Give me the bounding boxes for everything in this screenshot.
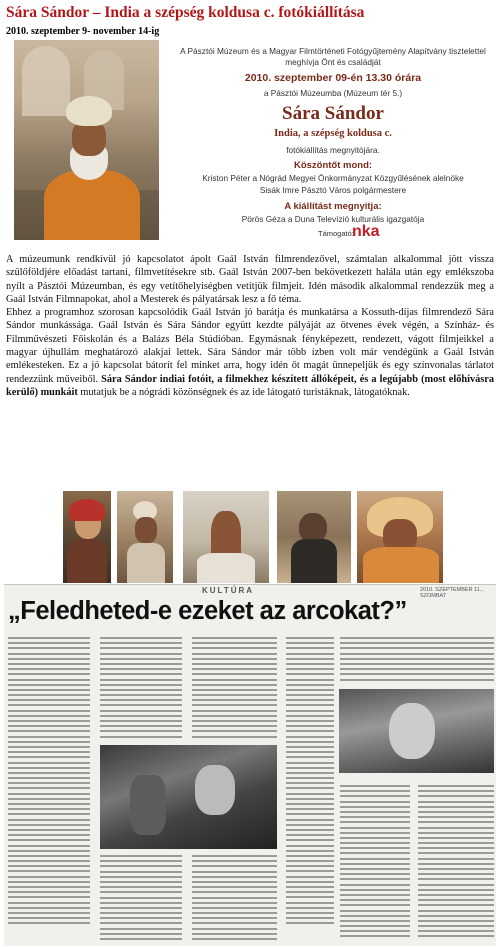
paragraph-2-text: Ehhez a programhoz szorosan kapcsolódik Gaál István jó barátja és munkatársa a Kossuth-díjas filmrendező Sára Sándor munkássága. Gaál István és Sára Sándor együtt kezdte pályáját az ötvenes évek végén, a Színház- és Filmművészeti Főiskolán és a Balázs Béla Stúdióban. Egymásnak fényképezett, rendezett, vágott filmjeikkel a magyar újhullám meghatározó alakjai lettek. Sára Sándor már több ízben volt már vendégünk a Gaál István emlékesteken. Ez a jó kapcsolat bátorít fel minket arra, hogy idén őt magát ünnepeljük és egy színvonalas tárlatot rendezzünk műveiből. <box>6 307 494 385</box>
clipping-film-still-photo <box>100 745 277 849</box>
artist-name: Sára Sándor <box>282 103 384 124</box>
invitation-intro: A Pásztói Múzeum és a Magyar Filmtörténeti Fotógyűjtemény Alapítvány tisztelettel meghívja Önt és családját <box>180 46 486 67</box>
clipping-rubric: KULTÚRA <box>202 586 255 595</box>
greeting-heading: Köszöntőt mond: <box>293 160 373 171</box>
clipping-column-2b <box>100 855 182 943</box>
paragraph-2 <box>6 306 494 399</box>
page-title: Sára Sándor – India a szépség koldusa c. fotókiállítása <box>6 4 365 21</box>
clipping-column-6 <box>418 785 494 941</box>
photo-praying-man <box>117 491 173 583</box>
clipping-portrait-photo <box>339 689 494 773</box>
greeting-speaker-1: Kriston Péter a Nógrád Megyei Önkormányzat Közgyűlésének alelnöke <box>202 173 464 183</box>
clipping-column-3b <box>192 855 277 943</box>
greeting-speaker-2: Sisák Imre Pásztó Város polgármestere <box>259 185 407 195</box>
paragraph-2-bold: Sára Sándor indiai fotóit, a filmekhez készített állóképeit, és a legújabb (most előhívásra kerülő) munkáit <box>6 373 494 398</box>
exhibition-opener: Pörös Géza a Duna Televízió kulturális igazgatója <box>241 214 425 224</box>
clipping-column-5b <box>340 785 410 941</box>
invitation-datetime: 2010. szeptember 09-én 13.30 órára <box>244 72 422 84</box>
paragraph-1: A múzeumunk rendkívül jó kapcsolatot ápolt Gaál István filmrendezővel, számtalan alkalommal jött vissza szülőföldjére előadást tartani, filmvetítésekre stb. Gaál István 2007-ben bekövetkezett halála után egy emlékszoba nyílt a Pásztói Múzeumban, és egy vetítőhelyiségben vetítjük filmjeit. Idén második alkalommal rendezzük meg a Gaál István Filmnapokat, ahol a Mesterek és pályatársak lesz a fő téma. <box>6 254 494 305</box>
photo-hands-prayer <box>183 491 269 583</box>
article-body <box>6 253 494 399</box>
paragraph-2-end: mutatjuk be a nógrádi közönségnek és az ide látogató turistáknak, látogatóknak. <box>80 386 410 398</box>
photo-woman-headscarf <box>63 491 111 583</box>
photo-figure-street <box>277 491 351 583</box>
clipping-headline: „Feledheted-e ezeket az arcokat?” <box>8 597 407 625</box>
svg-text:nka: nka <box>352 223 380 240</box>
invitation-photo <box>14 40 159 240</box>
exhibition-dates: 2010. szeptember 9- november 14-ig <box>6 26 160 37</box>
opener-heading: A kiállítást megnyitja: <box>284 201 382 212</box>
nka-logo-icon <box>350 220 386 240</box>
clipping-date: 2010. SZEPTEMBER 11., SZOMBAT <box>420 587 483 599</box>
clipping-column-1 <box>8 637 90 928</box>
clipping-column-5 <box>340 637 494 684</box>
exhibition-subtitle: India, a szépség koldusa c. <box>274 128 392 139</box>
invitation-place: a Pásztói Múzeumba (Múzeum tér 5.) <box>263 88 403 98</box>
newspaper-clipping <box>4 584 496 946</box>
clipping-column-3 <box>192 637 277 741</box>
photo-veiled-woman <box>357 491 443 583</box>
support-label: Támogató: <box>318 229 354 238</box>
clipping-column-2 <box>100 637 182 741</box>
exhibition-opening: fotókiállítás megnyitójára. <box>286 145 380 155</box>
clipping-column-4 <box>286 637 334 928</box>
